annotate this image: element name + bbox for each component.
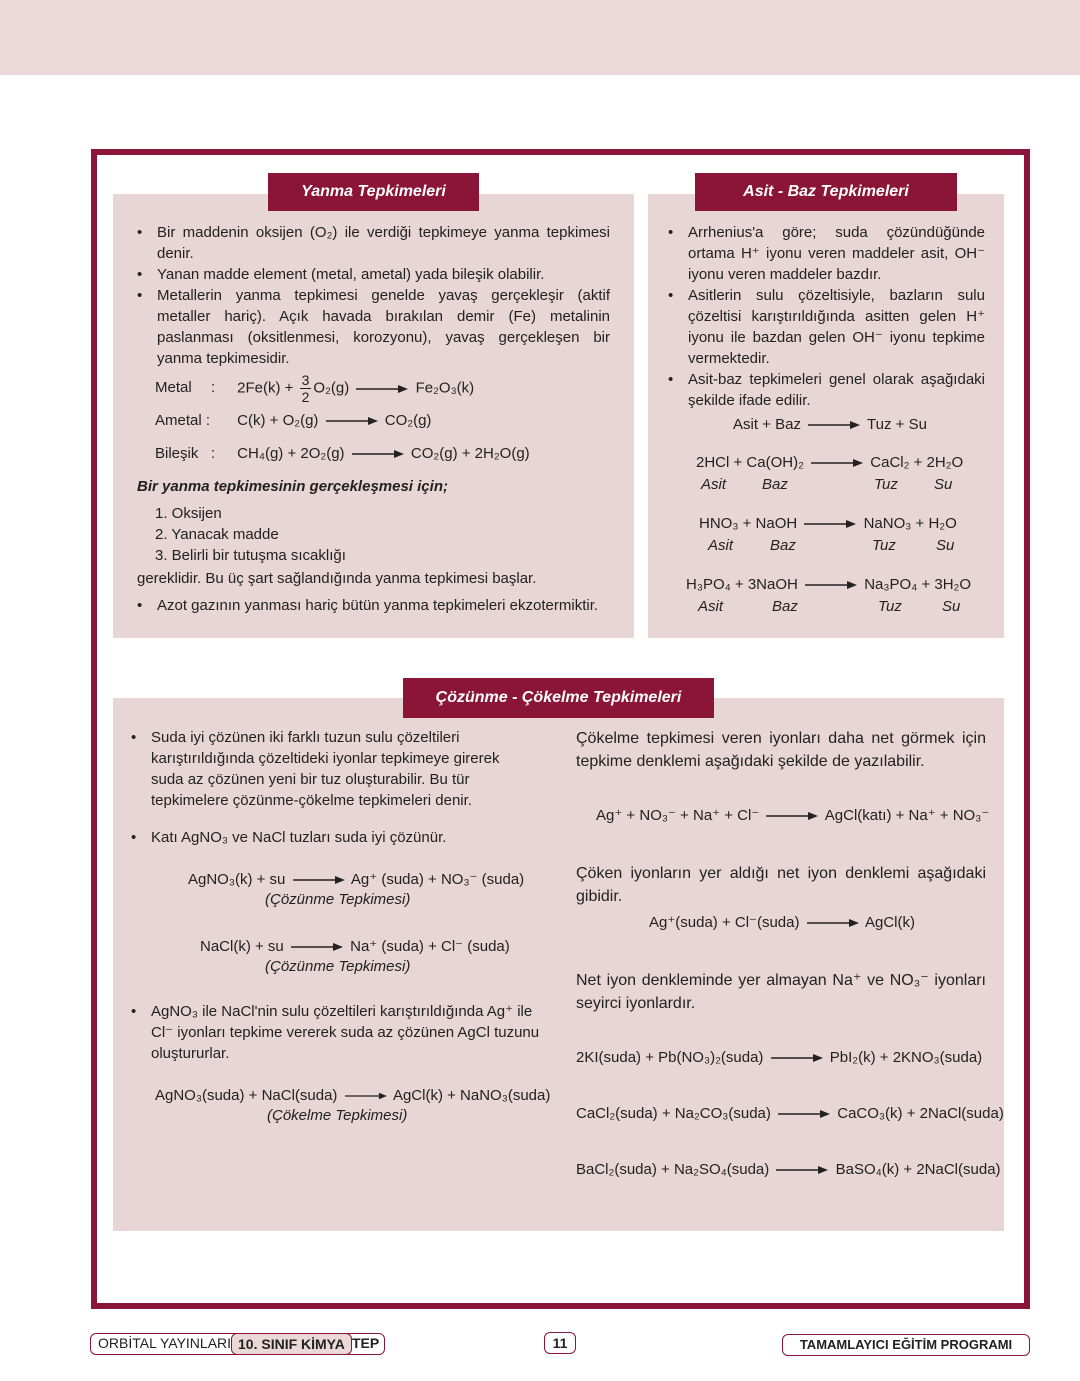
label-su: Su xyxy=(942,598,961,615)
label-asit: Asit xyxy=(708,537,734,554)
arrow-icon xyxy=(345,1091,387,1101)
top-band xyxy=(0,0,1080,75)
bilesik-equation: Bileşik : CH₄(g) + 2O₂(g) CO₂(g) + 2H₂O(g) xyxy=(155,445,530,462)
cozunme-right-p1: Çökelme tepkimesi veren iyonları daha net görmek için tepkime denklemi aşağıdaki şekilde de yazılabilir. xyxy=(576,730,986,770)
condition-item: 1. Oksijen xyxy=(155,505,222,522)
conditions-list xyxy=(155,503,346,566)
arrow-icon xyxy=(776,1165,828,1175)
example-eq-1: 2KI(suda) + Pb(NO₃)₂(suda) PbI₂(k) + 2KNO₃(suda) xyxy=(576,1049,983,1066)
footer-publisher: ORBİTAL YAYINLARI xyxy=(98,1335,232,1351)
footer-course: 10. SINIF KİMYA xyxy=(231,1333,352,1355)
yanma-bullet-3: • Metallerin yanma tepkimesi genelde yavaş gerçekleşir (aktif metaller hariç). Açık havada bırakılan demir (Fe) metalinin paslanması (oksitlenmesi, korozyonu), yavaş gerçekleşen bir yanma tepkimesidir. xyxy=(137,285,610,369)
cozunme-bullet-2: • Katı AgNO₃ ve NaCl tuzları suda iyi çözünür. xyxy=(131,827,531,848)
cozunme-note-1: (Çözünme Tepkimesi) xyxy=(265,891,411,908)
label-tuz: Tuz xyxy=(874,476,898,493)
cozunme-right-p3: Net iyon denkleminde yer almayan Na⁺ ve NO₃⁻ iyonları seyirci iyonlardır. xyxy=(576,972,986,1012)
label-asit: Asit xyxy=(701,476,727,493)
arrow-icon xyxy=(356,384,408,394)
label-su: Su xyxy=(936,537,955,554)
arrow-icon xyxy=(811,458,863,468)
asitbaz-bullet-3: • Asit-baz tepkimeleri genel olarak aşağıdaki şekilde ifade edilir. xyxy=(668,369,985,411)
asitbaz-general: Asit + Baz Tuz + Su xyxy=(733,416,927,433)
asitbaz-bullet-1: • Arrhenius'a göre; suda çözündüğünde ortama H⁺ iyonu veren maddeler asit, OH⁻ iyonu veren maddeler bazdır. xyxy=(668,222,985,285)
yanma-header: Yanma Tepkimeleri xyxy=(268,173,479,211)
metal-label: Metal xyxy=(155,379,192,397)
cozunme-header: Çözünme - Çökelme Tepkimeleri xyxy=(403,678,714,718)
condition-item: 3. Belirli bir tutuşma sıcaklığı xyxy=(155,547,346,564)
example-eq-3: BaCl₂(suda) + Na₂SO₄(suda) BaSO₄(k) + 2NaCl(suda) xyxy=(576,1161,1001,1178)
example-eq-2: CaCl₂(suda) + Na₂CO₃(suda) CaCO₃(k) + 2NaCl(suda) xyxy=(576,1105,1004,1122)
cozunme-eq-2: NaCl(k) + su Na⁺ (suda) + Cl⁻ (suda) xyxy=(200,938,510,955)
page-number: 11 xyxy=(544,1332,576,1354)
arrow-icon xyxy=(807,918,859,928)
footer-program: TAMAMLAYICI EĞİTİM PROGRAMI xyxy=(782,1334,1030,1356)
cozunme-eq-1: AgNO₃(k) + su Ag⁺ (suda) + NO₃⁻ (suda) xyxy=(188,871,525,888)
asitbaz-header: Asit - Baz Tepkimeleri xyxy=(695,173,957,211)
ametal-equation: Ametal : C(k) + O₂(g) CO₂(g) xyxy=(155,412,432,429)
arrow-icon xyxy=(326,416,378,426)
asitbaz-bullets xyxy=(668,222,985,411)
conditions-end: gereklidir. Bu üç şart sağlandığında yanma tepkimesi başlar. xyxy=(137,570,537,587)
yanma-bullets xyxy=(137,222,610,369)
ion-equation: Ag⁺ + NO₃⁻ + Na⁺ + Cl⁻ AgCl(katı) + Na⁺ + NO₃⁻ xyxy=(596,807,990,824)
yanma-last-bullet: • Azot gazının yanması hariç bütün yanma tepkimeleri ekzotermiktir. xyxy=(137,595,610,616)
label-tuz: Tuz xyxy=(878,598,902,615)
arrow-icon xyxy=(805,580,857,590)
fraction: $\frac{3}{2}$ xyxy=(301,372,310,405)
cozunme-bullet-3: • AgNO₃ ile NaCl'nin sulu çözeltileri karıştırıldığında Ag⁺ ile Cl⁻ iyonları tepkime vererek suda az çözünen AgCl tuzunu oluştururlar. xyxy=(131,1001,541,1064)
cozunme-eq-3: AgNO₃(suda) + NaCl(suda) AgCl(k) + NaNO₃(suda) xyxy=(155,1087,551,1104)
asitbaz-eq-1: 2HCl + Ca(OH)₂ CaCl₂ + 2H₂O xyxy=(696,454,964,471)
asitbaz-eq-2: HNO₃ + NaOH NaNO₃ + H₂O xyxy=(699,515,957,532)
label-su: Su xyxy=(934,476,953,493)
arrow-icon xyxy=(804,519,856,529)
label-tuz: Tuz xyxy=(872,537,896,554)
cozunme-note-2: (Çözünme Tepkimesi) xyxy=(265,958,411,975)
condition-item: 2. Yanacak madde xyxy=(155,526,279,543)
metal-equation: Metal : 2Fe(k) + $\frac{3}{2}$ O₂(g) Fe₂O₃(k) xyxy=(155,372,475,405)
cozunme-right-p2: Çöken iyonların yer aldığı net iyon denklemi aşağıdaki gibidir. xyxy=(576,865,986,905)
cozunme-bullet-1: • Suda iyi çözünen iki farklı tuzun sulu çözeltileri karıştırıldığında çözeltideki iyonlar tepkimeye girerek suda az çözünen yeni bir tuz oluşturabilir. Bu tür tepkimelere çözünme-çökelme tepkimeleri denir. xyxy=(131,727,531,811)
arrow-icon xyxy=(352,449,404,459)
net-ion-equation: Ag⁺(suda) + Cl⁻(suda) AgCl(k) xyxy=(649,914,916,931)
yanma-bullet-2: • Yanan madde element (metal, ametal) yada bileşik olabilir. xyxy=(137,264,610,285)
arrow-icon xyxy=(778,1109,830,1119)
label-baz: Baz xyxy=(770,537,796,554)
cozunme-note-3: (Çökelme Tepkimesi) xyxy=(267,1107,408,1124)
arrow-icon xyxy=(766,811,818,821)
arrow-icon xyxy=(771,1053,823,1063)
arrow-icon xyxy=(808,420,860,430)
label-baz: Baz xyxy=(772,598,798,615)
yanma-bullet-1: • Bir maddenin oksijen (O₂) ile verdiği tepkimeye yanma tepkimesi denir. xyxy=(137,222,610,264)
arrow-icon xyxy=(293,875,345,885)
asitbaz-eq-3: H₃PO₄ + 3NaOH Na₃PO₄ + 3H₂O xyxy=(686,576,972,593)
footer-tep: TEP xyxy=(352,1335,380,1351)
asitbaz-bullet-2: • Asitlerin sulu çözeltisiyle, bazların sulu çözeltisi karıştırıldığında asitten gelen H⁺ iyonu ile bazdan gelen OH⁻ iyonu tepkime vermektedir. xyxy=(668,285,985,369)
conditions-title: Bir yanma tepkimesinin gerçekleşmesi için; xyxy=(137,478,448,495)
label-asit: Asit xyxy=(698,598,724,615)
label-baz: Baz xyxy=(762,476,788,493)
arrow-icon xyxy=(291,942,343,952)
